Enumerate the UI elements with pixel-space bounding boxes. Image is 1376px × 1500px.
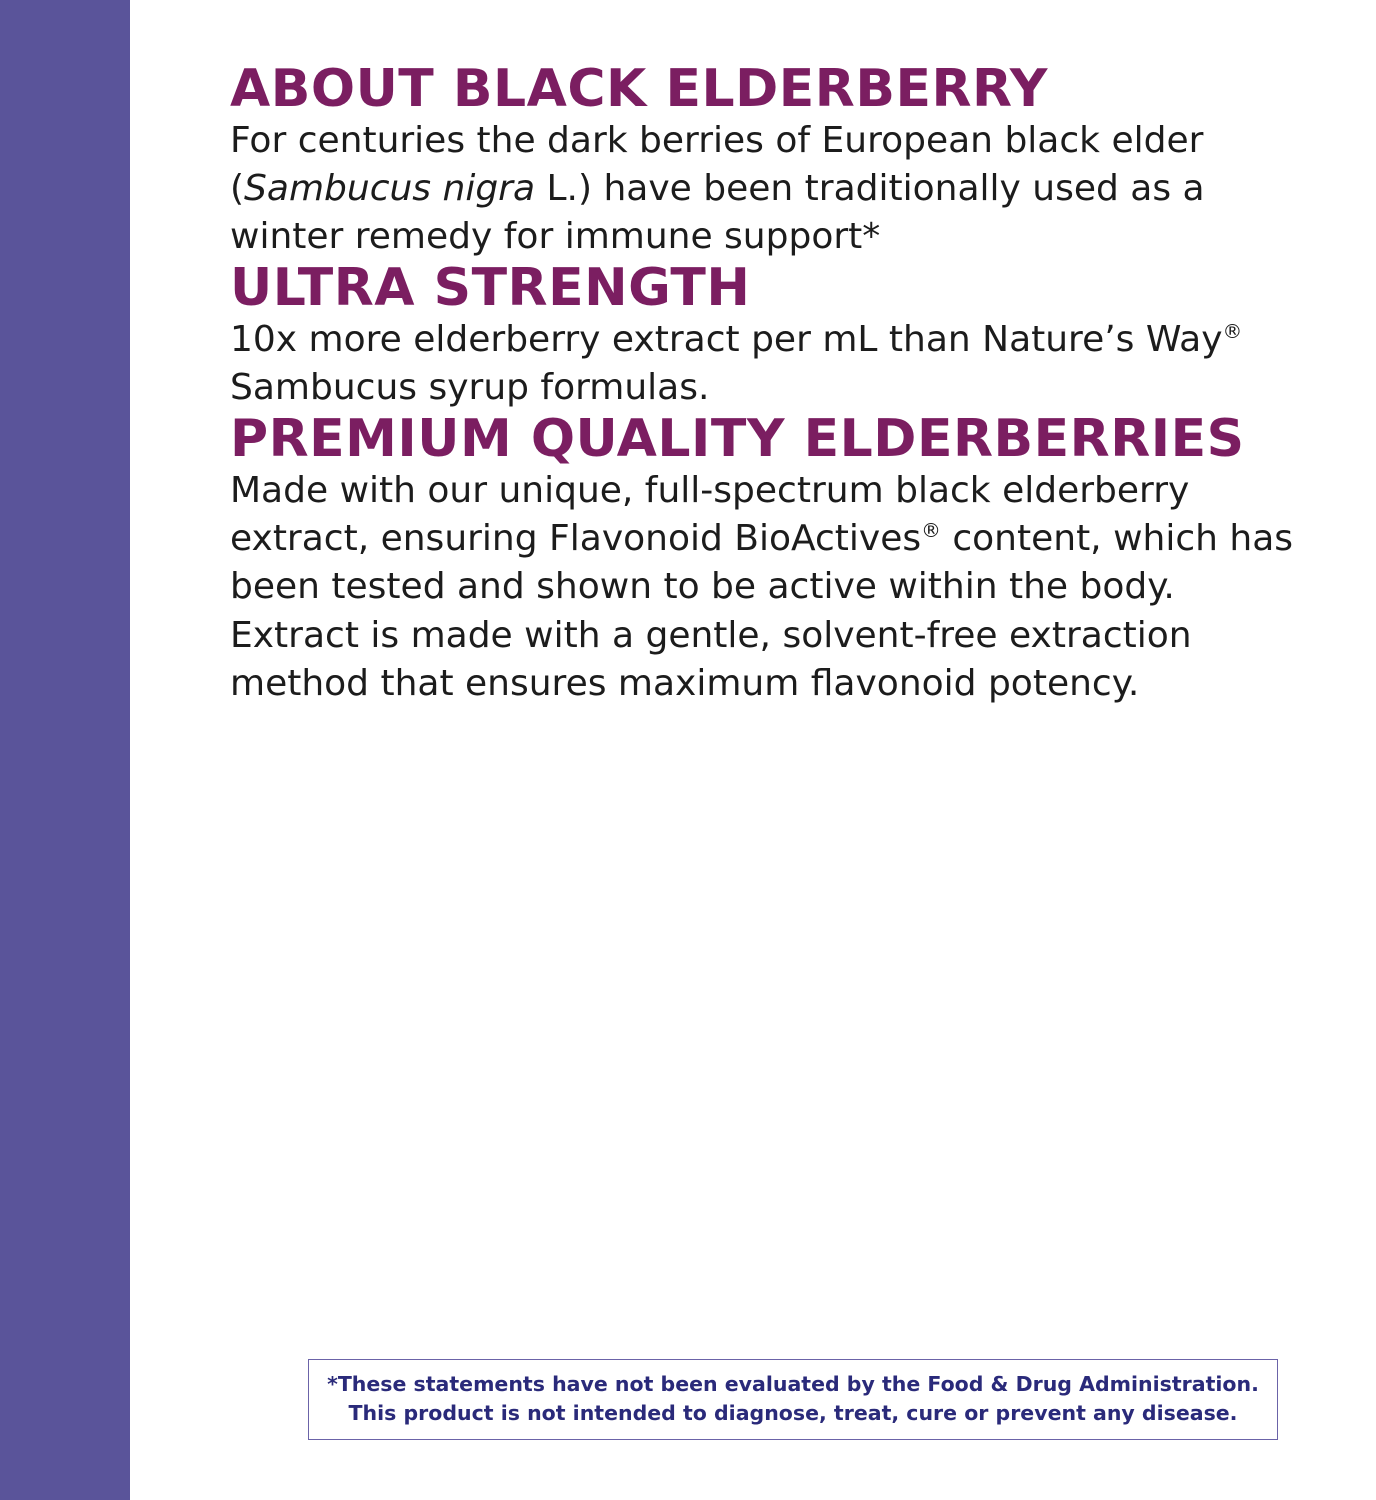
fda-disclaimer-box [308,1359,1278,1440]
about-paragraph [230,117,1321,262]
about-text-italic: Sambucus nigra [244,167,536,209]
disclaimer-line-2: This product is not intended to diagnose, treat, cure or prevent any disease. [348,1400,1238,1425]
section-title-premium-quality-elderberries: PREMIUM QUALITY ELDERBERRIES [230,409,1245,470]
registered-trademark-symbol-bioactives: ® [921,519,941,543]
about-text-part2: L.) have been traditionally used as a winter remedy for immune support* [230,167,1205,258]
section-title-ultra-strength: ULTRA STRENGTH [230,258,751,319]
section-title-about-black-elderberry: ABOUT BLACK ELDERBERRY [230,59,1048,119]
disclaimer-container [290,1359,1296,1440]
left-accent-bar [0,0,130,1500]
registered-trademark-symbol: ® [1222,319,1243,343]
content-column [130,0,1376,1500]
premium-quality-paragraph-1 [230,467,1321,612]
premium-text-part1: Made with our unique, full-spectrum black elderberry extract, ensuring Flavonoid BioActives [230,469,1190,560]
about-text-part1: For centuries the dark berries of European black elder ( [230,119,1204,209]
ultra-strength-paragraph [230,316,1321,412]
ultra-strength-text-part2: Sambucus syrup formulas. [230,367,710,409]
premium-text-part2: content, which has been tested and shown to be active within the body. [230,518,1294,608]
premium-quality-paragraph-2: Extract is made with a gentle, solvent-free extraction method that ensures maximum flavonoid potency. [230,614,1192,704]
ultra-strength-text-part1: 10x more elderberry extract per mL than Nature’s Way [230,318,1223,360]
disclaimer-line-1: *These statements have not been evaluated by the Food & Drug Administration. [327,1372,1259,1397]
